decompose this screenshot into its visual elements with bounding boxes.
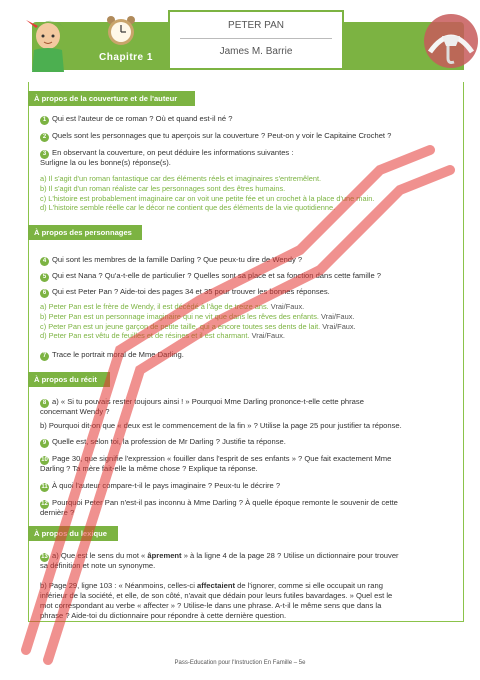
question-10-cont: Darling ? Ta mère fait-elle la même chose ? Explique ta réponse.	[40, 464, 258, 473]
option-b: b) Peter Pan est un personnage imaginaire qui ne vit que dans les rêves des enfants. Vrai/Faux.	[40, 311, 355, 321]
question-12: 12 Pourquoi Peter Pan n'est-il pas inconnu à Mme Darling ? À quelle époque remonte le souvenir de cette	[41, 498, 398, 507]
question-1: 1 Qui est l'auteur de ce roman ? Où et quand est-il né ?	[40, 114, 232, 125]
book-title: PETER PAN	[228, 20, 284, 31]
title-divider	[180, 38, 332, 39]
section-heading-characters: À propos des personnages	[28, 225, 142, 240]
question-number-7: 7	[40, 352, 49, 361]
question-3: 3 En observant la couverture, on peut déduire les informations suivantes :	[40, 148, 293, 159]
question-6: 6 Qui est Peter Pan ? Aide-toi des pages 34 et 35 pour trouver les bonnes réponses.	[40, 287, 330, 298]
question-number-10: 10	[41, 457, 48, 463]
option-d: d) Peter Pan est vêtu de feuilles et de résines et il est charmant. Vrai/Faux.	[40, 331, 285, 341]
question-number-1: 1	[40, 116, 49, 125]
question-3-instruction: Surligne la ou les bonne(s) réponse(s).	[40, 158, 171, 167]
option-b: b) Il s'agit d'un roman réaliste car les personnages sont des êtres humains.	[40, 183, 286, 193]
peter-pan-illustration	[20, 14, 76, 74]
question-13b-line4: phrase ? Aide-toi du dictionnaire pour répondre à cette dernière question.	[40, 611, 287, 620]
question-number-2: 2	[40, 133, 49, 142]
section-heading-story: À propos du récit	[28, 372, 110, 387]
option-c: c) L'histoire est probablement imaginaire car on voit une petite fée et un crochet à la place d'une main.	[40, 193, 375, 203]
question-number-11: 11	[41, 484, 48, 490]
question-4: 4 Qui sont les membres de la famille Darling ? Que peux-tu dire de Wendy ?	[40, 255, 302, 266]
chapter-label: Chapitre 1	[99, 52, 153, 63]
question-13b: b) Page 29, ligne 103 : « Néanmoins, celles-ci affectaient de l'ignorer, comme si elle occupait un rang	[40, 581, 383, 590]
question-10: 10 Page 30, que signifie l'expression « fouiller dans l'esprit de ses enfants » ? Que fait exactement Mme	[41, 454, 392, 463]
question-number-9: 9	[40, 439, 49, 448]
question-8a-cont: concernant Wendy ?	[40, 407, 110, 416]
question-2: 2 Quels sont les personnages que tu aperçois sur la couverture ? Peut-on y voir le Capitaine Crochet ?	[40, 131, 391, 142]
option-c: c) Peter Pan est un jeune garçon de petite taille, qui a encore toutes ses dents de lait. Vrai/Faux.	[40, 321, 356, 331]
title-box	[168, 10, 344, 70]
question-number-6: 6	[40, 289, 49, 298]
option-a: a) Peter Pan est le frère de Wendy, il est décédé à l'âge de treize ans. Vrai/Faux.	[40, 302, 305, 311]
question-number-4: 4	[40, 257, 49, 266]
question-3-options	[40, 174, 374, 213]
question-9: 9 Quelle est, selon toi, la profession de Mr Darling ? Justifie ta réponse.	[40, 437, 286, 448]
option-a: a) Il s'agit d'un roman fantastique car des éléments réels et imaginaires s'entremêlent.	[40, 174, 322, 183]
section-heading-cover: À propos de la couverture et de l'auteur	[28, 91, 195, 106]
question-8b: b) Pourquoi dit-on que « deux est le commencement de la fin » ? Utilise la page 25 pour justifier ta réponse.	[40, 421, 402, 430]
alarm-clock-icon	[104, 14, 138, 48]
question-number-8: 8	[40, 399, 49, 408]
question-13b-line3: mot correspondant au verbe « affecter » ? Utilise-le dans une phrase. A-t-il le même sens que dans la	[40, 601, 382, 610]
question-5: 5 Qui est Nana ? Qu'a-t-elle de particulier ? Quelles sont sa place et sa fonction dans cette famille ?	[40, 271, 381, 282]
question-7: 7 Trace le portrait moral de Mme Darling.	[40, 350, 184, 361]
question-12-cont: dernière ?	[40, 508, 75, 517]
question-number-5: 5	[40, 273, 49, 282]
section-heading-lexicon: À propos du lexique	[28, 526, 118, 541]
question-13a-cont: sa définition et note un synonyme.	[40, 561, 156, 570]
question-number-12: 12	[41, 501, 48, 507]
question-8a: 8 a) « Si tu pouvais rester toujours ainsi ! » Pourquoi Mme Darling prononce-t-elle cette phrase	[40, 397, 364, 408]
question-11: 11 À quoi l'auteur compare-t-il le pays imaginaire ? Peux-tu le décrire ?	[41, 481, 281, 490]
question-13a: 13 a) Que est le sens du mot « âprement » à la ligne 4 de la page 28 ? Utilise un dictionnaire pour trouver	[41, 551, 399, 560]
captain-hook-icon	[420, 12, 480, 70]
question-6-options	[40, 302, 356, 341]
question-number-3: 3	[40, 150, 49, 159]
book-author: James M. Barrie	[219, 46, 293, 57]
option-d: d) L'histoire semble réelle car le décor ne contient que des éléments de la vie quotidienne.	[40, 203, 336, 213]
question-number-13: 13	[41, 554, 48, 560]
header	[20, 10, 464, 70]
footer: Pass-Education pour l'Instruction En Famille – 5e	[174, 660, 306, 666]
question-13b-line2: inférieur de la société, et elle, de son côté, n'avait que dédain pour leurs futiles bavardages. » Quel est le	[40, 591, 393, 600]
